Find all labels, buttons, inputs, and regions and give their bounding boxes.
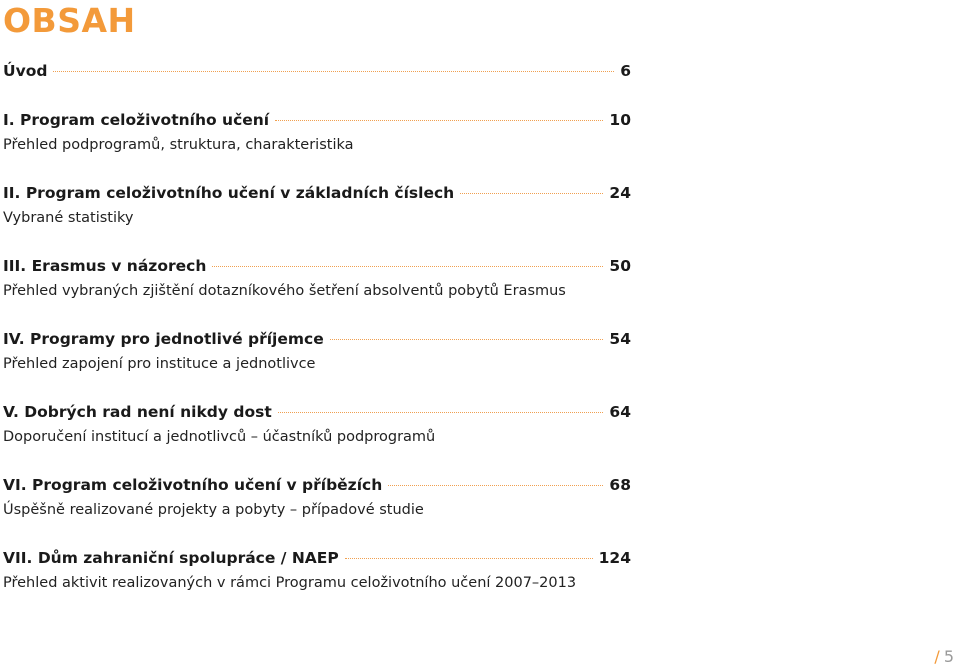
table-of-contents [3,60,631,594]
dot-leader [330,339,604,340]
toc-page-number: 50 [609,257,631,275]
toc-page-number: 54 [609,330,631,348]
toc-heading: V. Dobrých rad není nikdy dost [3,403,272,421]
toc-heading-row [3,182,631,204]
dot-leader [275,120,603,121]
toc-entry-2[interactable] [3,182,631,229]
toc-subtitle: Přehled aktivit realizovaných v rámci Programu celoživotního učení 2007–2013 [3,575,577,591]
toc-page-number: 24 [609,184,631,202]
toc-subtitle: Vybrané statistiky [3,210,134,226]
toc-page-number: 6 [620,62,631,80]
page-footer [934,647,954,667]
footer-slash: / [934,647,940,666]
dot-leader [388,485,603,486]
toc-entry-4[interactable] [3,328,631,375]
toc-page-number: 68 [609,476,631,494]
toc-heading: Úvod [3,62,48,80]
toc-subtitle: Přehled podprogramů, struktura, charakteristika [3,137,354,153]
toc-heading-row [3,109,631,131]
toc-entry-5[interactable] [3,401,631,448]
toc-heading: VI. Program celoživotního učení v příbězích [3,476,383,494]
page-title: OBSAH [3,1,136,40]
toc-heading-row [3,547,631,569]
toc-subtitle: Úspěšně realizované projekty a pobyty – případové studie [3,502,424,518]
toc-heading-row [3,255,631,277]
toc-heading: IV. Programy pro jednotlivé příjemce [3,330,324,348]
toc-page-number: 124 [598,549,631,567]
toc-heading-row [3,328,631,350]
dot-leader [460,193,603,194]
toc-page-number: 10 [609,111,631,129]
toc-subtitle: Doporučení institucí a jednotlivců – účastníků podprogramů [3,429,436,445]
toc-heading: II. Program celoživotního učení v základních číslech [3,184,455,202]
dot-leader [345,558,593,559]
toc-heading-row [3,474,631,496]
toc-entry-1[interactable] [3,109,631,156]
page-number: 5 [943,647,954,666]
toc-subtitle: Přehled vybraných zjištění dotazníkového šetření absolventů pobytů Erasmus [3,283,566,299]
toc-entry-3[interactable] [3,255,631,302]
toc-page-number: 64 [609,403,631,421]
toc-heading: VII. Dům zahraniční spolupráce / NAEP [3,549,339,567]
toc-heading: III. Erasmus v názorech [3,257,207,275]
toc-entry-7[interactable] [3,547,631,594]
dot-leader [278,412,604,413]
toc-entry-intro[interactable] [3,60,631,82]
toc-heading-row [3,60,631,82]
dot-leader [53,71,614,72]
toc-heading: I. Program celoživotního učení [3,111,270,129]
toc-heading-row [3,401,631,423]
dot-leader [212,266,603,267]
toc-subtitle: Přehled zapojení pro instituce a jednotlivce [3,356,316,372]
toc-entry-6[interactable] [3,474,631,521]
